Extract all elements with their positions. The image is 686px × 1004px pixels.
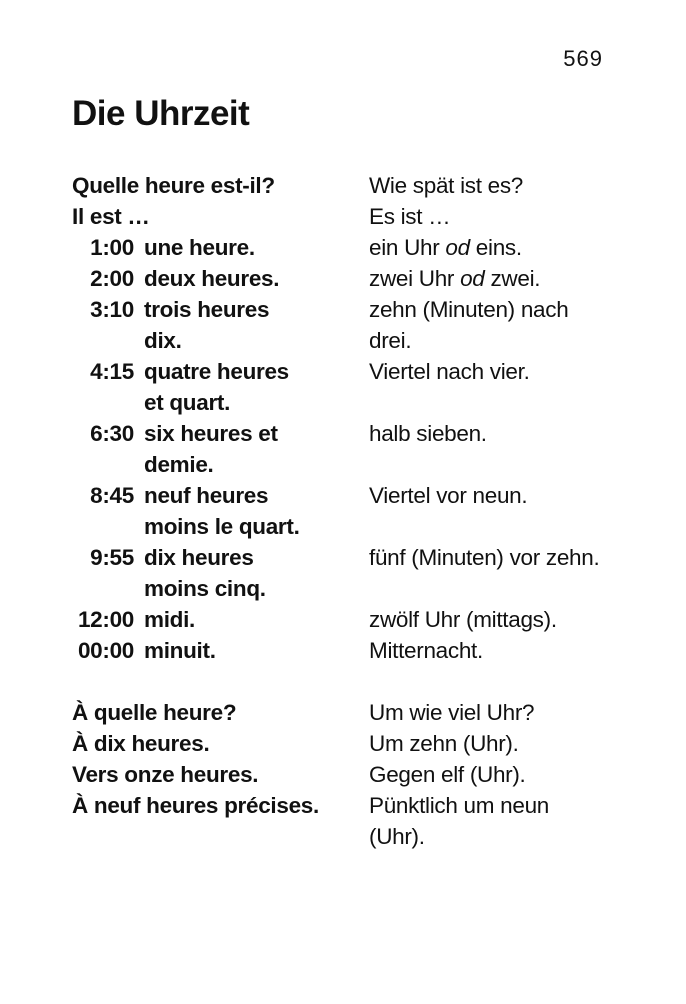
french-phrase: deux heures.: [144, 266, 280, 291]
time-spacer: [72, 449, 144, 480]
german-translation: (Uhr).: [369, 824, 425, 849]
german-translation: [369, 573, 632, 604]
time-entry: [72, 232, 369, 263]
french-phrase: moins cinq.: [144, 576, 266, 601]
german-translation: Pünktlich um neun: [369, 793, 550, 818]
time-row: [72, 356, 632, 387]
time-entry: [72, 263, 369, 294]
phrase-table: [72, 170, 632, 852]
time-value: 8:45: [90, 483, 134, 508]
time-spacer: [72, 511, 144, 542]
time-entry: [72, 511, 369, 542]
french-phrase: À neuf heures précises.: [72, 793, 319, 818]
german-translation: ein Uhr od eins.: [369, 235, 522, 260]
phrase-row: [72, 790, 632, 821]
time-value: 12:00: [77, 607, 134, 632]
french-phrase: Vers onze heures.: [72, 762, 259, 787]
time-value: 4:15: [90, 359, 134, 384]
time-entry: [72, 635, 369, 666]
time-row: [72, 418, 632, 449]
time-row: [72, 294, 632, 325]
french-phrase: dix heures: [144, 545, 254, 570]
french-phrase: et quart.: [144, 390, 231, 415]
time-value: 2:00: [90, 266, 134, 291]
time-row: [72, 480, 632, 511]
phrase-row: [72, 697, 632, 728]
time-spacer: [72, 325, 144, 356]
time-row-continuation: [72, 573, 632, 604]
german-translation: Wie spät ist es?: [369, 173, 524, 198]
german-translation: [369, 511, 632, 542]
time-row: [72, 232, 632, 263]
time-entry: [72, 604, 369, 635]
abbreviation: od: [460, 266, 485, 291]
time-row: [72, 635, 632, 666]
phrase-row-continuation: [72, 821, 632, 852]
time-spacer: [72, 573, 144, 604]
french-phrase: demie.: [144, 452, 214, 477]
french-phrase: moins le quart.: [144, 514, 300, 539]
french-phrase: Quelle heure est-il?: [72, 173, 275, 198]
german-translation: Mitternacht.: [369, 638, 483, 663]
german-translation: Gegen elf (Uhr).: [369, 762, 526, 787]
time-row: [72, 542, 632, 573]
german-translation: fünf (Minuten) vor zehn.: [369, 545, 600, 570]
time-entry: [72, 356, 369, 387]
french-phrase: une heure.: [144, 235, 255, 260]
time-row-continuation: [72, 387, 632, 418]
time-value: 1:00: [90, 235, 134, 260]
french-phrase: À dix heures.: [72, 731, 210, 756]
time-value: 00:00: [77, 638, 134, 663]
time-row: [72, 263, 632, 294]
time-value: 9:55: [90, 545, 134, 570]
time-entry: [72, 325, 369, 356]
french-phrase: midi.: [144, 607, 196, 632]
german-translation: Um wie viel Uhr?: [369, 700, 535, 725]
time-row-continuation: [72, 449, 632, 480]
german-translation: Viertel vor neun.: [369, 483, 528, 508]
french-phrase: [72, 821, 369, 852]
time-entry: [72, 480, 369, 511]
german-translation: drei.: [369, 328, 412, 353]
time-spacer: [72, 387, 144, 418]
german-translation: [369, 387, 632, 418]
phrase-row: [72, 728, 632, 759]
time-entry: [72, 387, 369, 418]
section-spacer: [72, 666, 632, 697]
phrase-row: [72, 170, 632, 201]
french-phrase: six heures et: [144, 421, 278, 446]
time-entry: [72, 449, 369, 480]
german-translation: [369, 449, 632, 480]
french-phrase: neuf heures: [144, 483, 269, 508]
time-value: 3:10: [90, 297, 134, 322]
french-phrase: minuit.: [144, 638, 216, 663]
french-phrase: À quelle heure?: [72, 700, 237, 725]
time-entry: [72, 294, 369, 325]
french-phrase: quatre heures: [144, 359, 289, 384]
phrase-row: [72, 201, 632, 232]
french-phrase: trois heures: [144, 297, 270, 322]
time-entry: [72, 418, 369, 449]
phrase-row: [72, 759, 632, 790]
time-entry: [72, 542, 369, 573]
time-row-continuation: [72, 325, 632, 356]
time-row: [72, 604, 632, 635]
german-translation: halb sieben.: [369, 421, 487, 446]
french-phrase: Il est …: [72, 204, 150, 229]
german-translation: Viertel nach vier.: [369, 359, 530, 384]
german-translation: Um zehn (Uhr).: [369, 731, 519, 756]
time-value: 6:30: [90, 421, 134, 446]
time-row-continuation: [72, 511, 632, 542]
time-entry: [72, 573, 369, 604]
french-phrase: dix.: [144, 328, 182, 353]
german-translation: zwei Uhr od zwei.: [369, 266, 541, 291]
german-translation: zwölf Uhr (mittags).: [369, 607, 557, 632]
german-translation: zehn (Minuten) nach: [369, 297, 569, 322]
page-title: Die Uhrzeit: [72, 94, 250, 133]
abbreviation: od: [445, 235, 470, 260]
page-number: 569: [563, 46, 603, 71]
german-translation: Es ist …: [369, 204, 451, 229]
